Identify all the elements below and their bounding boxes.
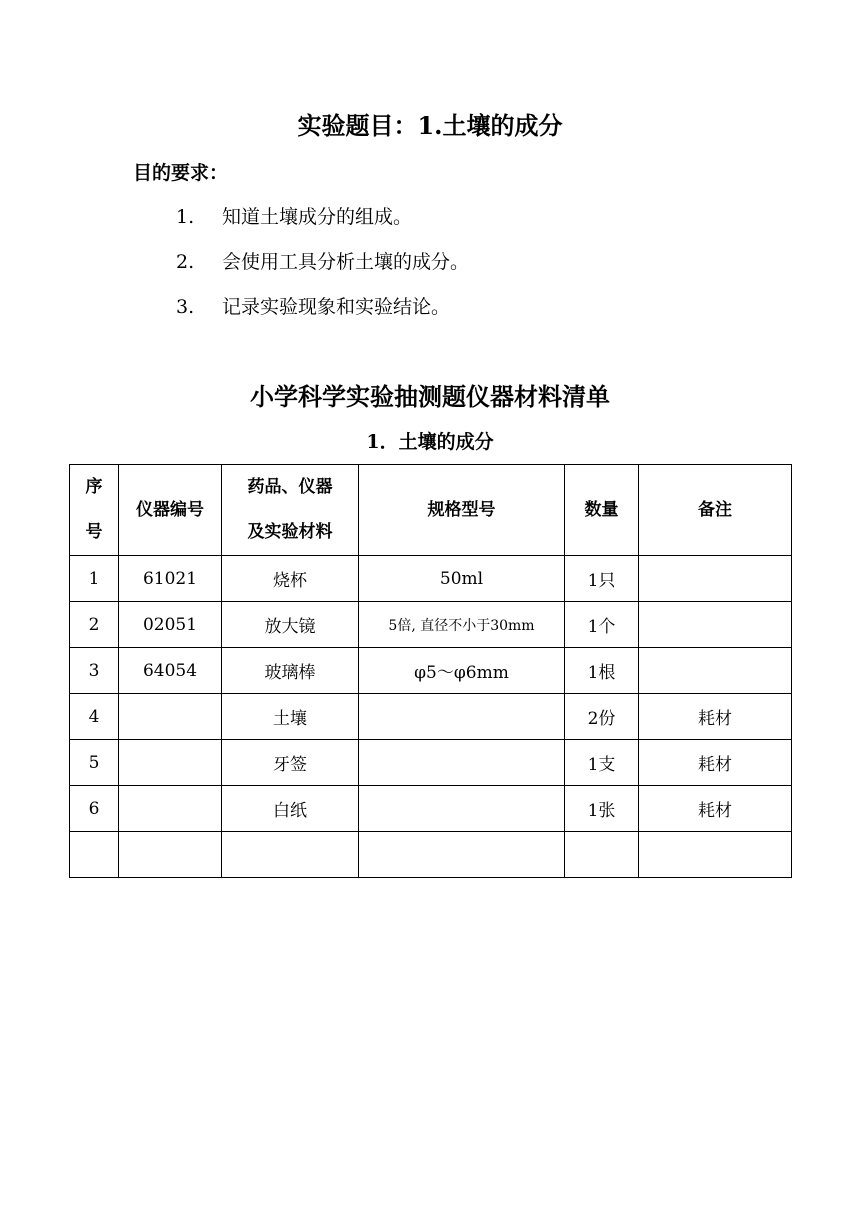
cell-note: 耗材: [639, 740, 792, 786]
cell-note: 耗材: [639, 694, 792, 740]
cell-seq: 3: [70, 648, 119, 694]
cell-seq: 2: [70, 602, 119, 648]
header-spec: 规格型号: [359, 465, 565, 556]
cell-seq: 1: [70, 556, 119, 602]
table-row: [70, 740, 792, 786]
cell-item: 烧杯: [222, 556, 359, 602]
cell-qty: 2份: [565, 694, 639, 740]
requirement-number: 1.: [176, 206, 195, 228]
cell-note: [639, 648, 792, 694]
cell-spec: 5倍, 直径不小于30mm: [359, 602, 565, 648]
requirements-heading: 目的要求：: [133, 162, 229, 184]
cell-spec: [359, 786, 565, 832]
cell-note: 耗材: [639, 786, 792, 832]
cell-code: [119, 832, 222, 878]
cell-note: [639, 556, 792, 602]
table-row: [70, 648, 792, 694]
cell-spec: [359, 694, 565, 740]
cell-item: [222, 832, 359, 878]
cell-item: 放大镜: [222, 602, 359, 648]
header-seq: 序 号: [70, 465, 119, 556]
table-row: [70, 832, 792, 878]
cell-seq: [70, 832, 119, 878]
inventory-subtitle: 1．土壤的成分: [366, 431, 494, 453]
cell-qty: 1只: [565, 556, 639, 602]
cell-seq: 6: [70, 786, 119, 832]
cell-code: [119, 740, 222, 786]
cell-code: 61021: [119, 556, 222, 602]
cell-spec: 50ml: [359, 556, 565, 602]
cell-qty: 1根: [565, 648, 639, 694]
requirement-number: 2.: [176, 251, 195, 273]
table-row: [70, 694, 792, 740]
cell-note: [639, 602, 792, 648]
requirement-text: 会使用工具分析土壤的成分。: [222, 251, 470, 273]
cell-qty: 1支: [565, 740, 639, 786]
cell-item: 土壤: [222, 694, 359, 740]
header-note: 备注: [639, 465, 792, 556]
header-code: 仪器编号: [119, 465, 222, 556]
cell-spec: [359, 740, 565, 786]
header-qty: 数量: [565, 465, 639, 556]
cell-item: 白纸: [222, 786, 359, 832]
cell-seq: 4: [70, 694, 119, 740]
inventory-title: 小学科学实验抽测题仪器材料清单: [250, 382, 610, 411]
inventory-table: [69, 464, 792, 878]
cell-seq: 5: [70, 740, 119, 786]
table-row: [70, 556, 792, 602]
requirement-text: 记录实验现象和实验结论。: [222, 296, 451, 318]
cell-code: 02051: [119, 602, 222, 648]
cell-spec: [359, 832, 565, 878]
experiment-title: 实验题目：1.土壤的成分: [297, 111, 563, 140]
cell-qty: [565, 832, 639, 878]
cell-code: 64054: [119, 648, 222, 694]
table-row: [70, 602, 792, 648]
cell-item: 牙签: [222, 740, 359, 786]
table-row: [70, 786, 792, 832]
cell-code: [119, 694, 222, 740]
header-item: 药品、仪器 及实验材料: [222, 465, 359, 556]
table-header-row: [70, 465, 792, 556]
cell-item: 玻璃棒: [222, 648, 359, 694]
cell-qty: 1张: [565, 786, 639, 832]
cell-note: [639, 832, 792, 878]
cell-spec: φ5～φ6mm: [359, 648, 565, 694]
cell-qty: 1个: [565, 602, 639, 648]
cell-code: [119, 786, 222, 832]
requirement-text: 知道土壤成分的组成。: [222, 206, 413, 228]
requirement-number: 3.: [176, 296, 195, 318]
